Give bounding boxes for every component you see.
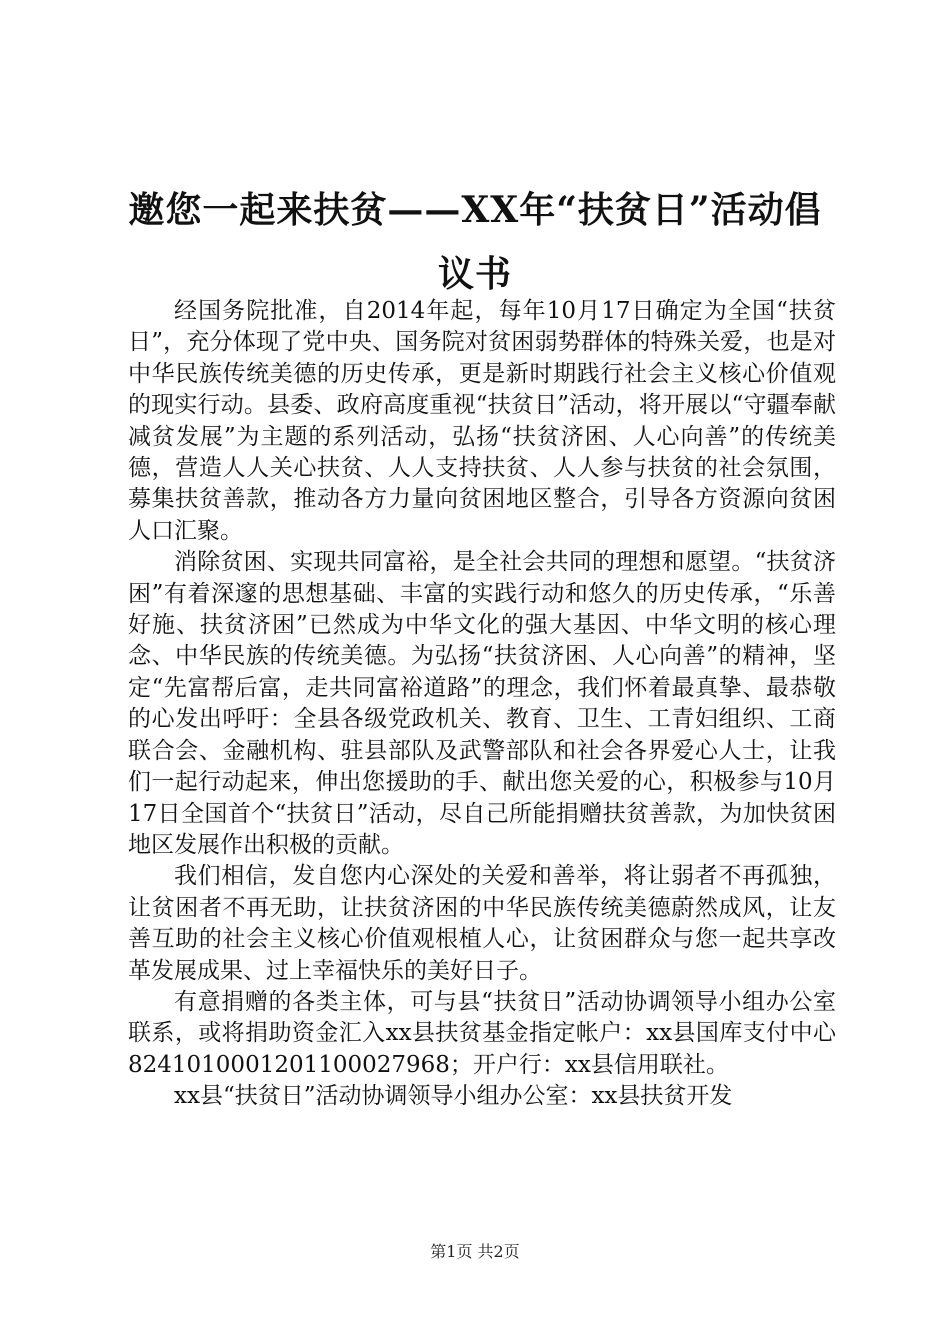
paragraph: 消除贫困、实现共同富裕，是全社会共同的理想和愿望。“扶贫济困”有着深邃的思想基础、丰富的实践行动和悠久的历史传承，“乐善好施、扶贫济困”已然成为中华文化的强大基因、中华文明的核心理念、中华民族的传统美德。为弘扬“扶贫济困、人心向善”的精神，坚定“先富帮后富，走共同富裕道路”的理念，我们怀着最真挚、最恭敬的心发出呼吁：全县各级党政机关、教育、卫生、工青妇组织、工商联合会、金融机构、驻县部队及武警部队和社会各界爱心人士，让我们一起行动起来，伸出您援助的手、献出您关爱的心，积极参与10月17日全国首个“扶贫日”活动，尽自己所能捐赠扶贫善款，为加快贫困地区发展作出积极的贡献。 bbox=[128, 549, 836, 858]
document-title: 邀您一起来扶贫——XX年“扶贫日”活动倡议书 bbox=[128, 189, 822, 295]
page-number-footer: 第1页 共2页 bbox=[430, 1242, 520, 1261]
paragraph: 我们相信，发自您内心深处的关爱和善举，将让弱者不再孤独，让贫困者不再无助，让扶贫济困的中华民族传统美德蔚然成风，让友善互助的社会主义核心价值观根植人心，让贫困群众与您一起共享改革发展成果、过上幸福快乐的美好日子。 bbox=[128, 863, 836, 984]
paragraph: 经国务院批准，自2014年起，每年10月17日确定为全国“扶贫日”，充分体现了党中央、国务院对贫困弱势群体的特殊关爱，也是对中华民族传统美德的历史传承，更是新时期践行社会主义核心价值观的现实行动。县委、政府高度重视“扶贫日”活动，将开展以“守疆奉献减贫发展”为主题的系列活动，弘扬“扶贫济困、人心向善”的传统美德，营造人人关心扶贫、人人支持扶贫、人人参与扶贫的社会氛围，募集扶贫善款，推动各方力量向贫困地区整合，引导各方资源向贫困人口汇聚。 bbox=[128, 298, 836, 544]
paragraph: xx县“扶贫日”活动协调领导小组办公室：xx县扶贫开发 bbox=[174, 1083, 733, 1110]
paragraph: 有意捐赠的各类主体，可与县“扶贫日”活动协调领导小组办公室联系，或将捐助资金汇入xx县扶贫基金指定帐户：xx县国库支付中心82410100012011000279​68；开户行：xx县信用联社。 bbox=[128, 988, 836, 1078]
document-body bbox=[128, 296, 836, 1113]
